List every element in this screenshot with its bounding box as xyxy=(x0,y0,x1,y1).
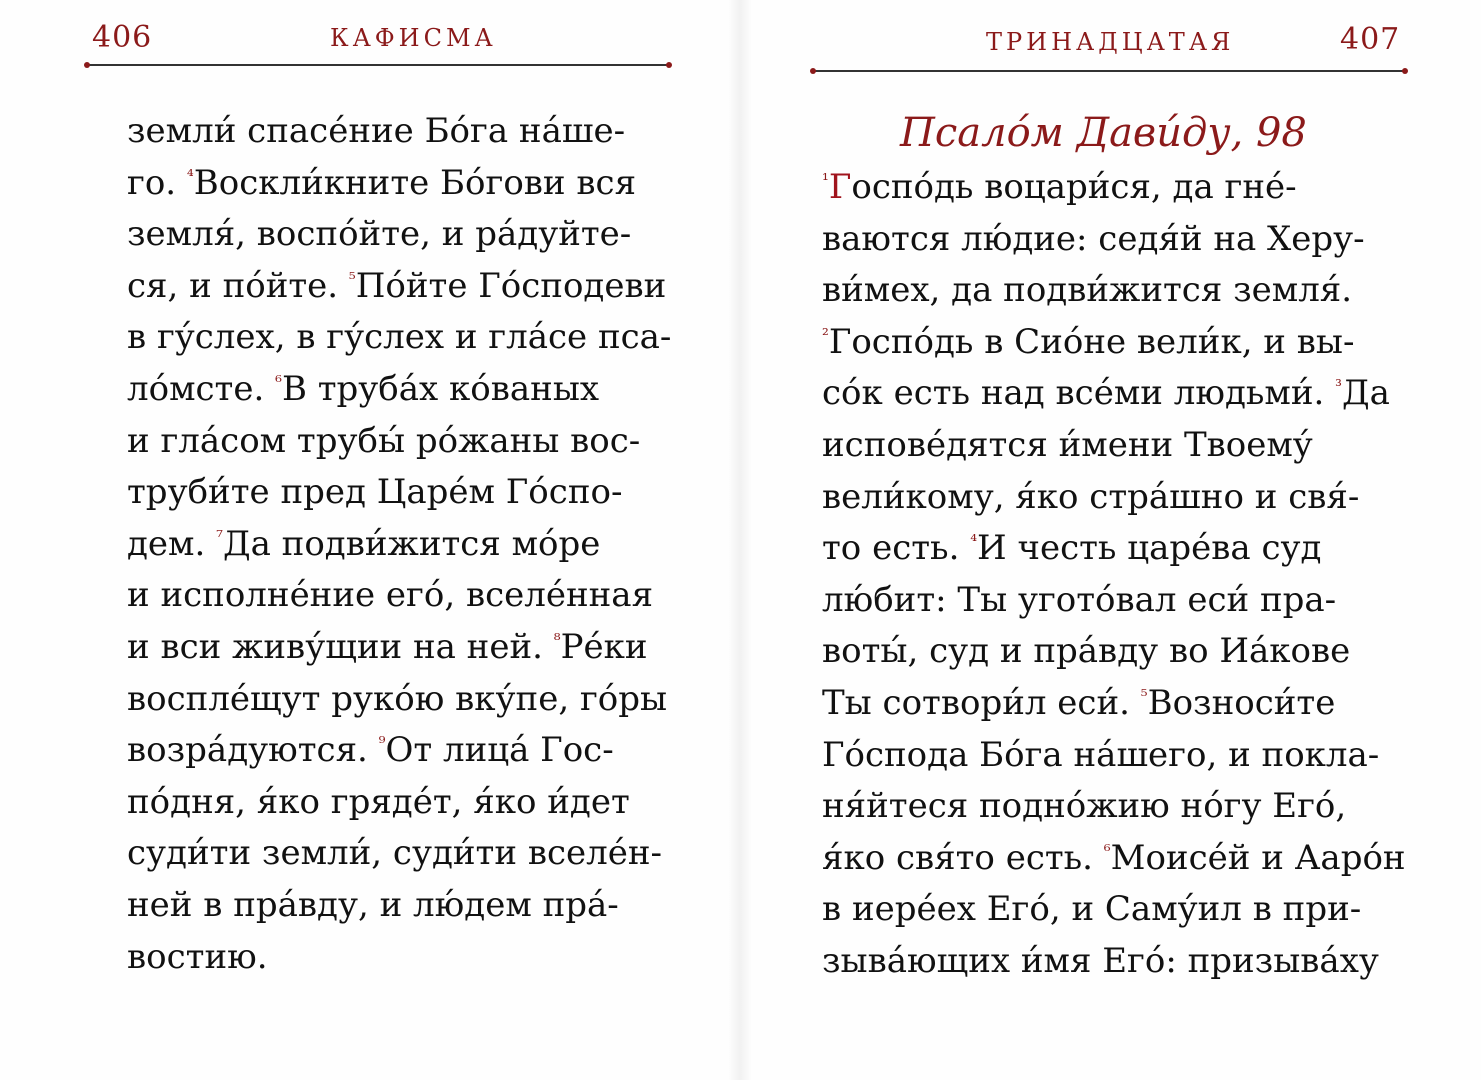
text-line: то есть. $^{^4}$И честь царе́ва суд xyxy=(822,528,1322,569)
text-line: ней в пра́вду, и лю́дем пра́- xyxy=(127,884,619,925)
verse-number: ² xyxy=(822,325,829,346)
left-page-text xyxy=(127,106,671,983)
verse-number: ⁹ xyxy=(378,733,386,754)
text-line: испове́дятся и́мени Твоему́ xyxy=(822,424,1313,465)
verse-number: ⁵ xyxy=(1140,686,1148,707)
right-page-text xyxy=(822,162,1406,988)
text-line: воты́, суд и пра́вду во Иа́кове xyxy=(822,631,1351,672)
right-running-head: ТРИНАДЦАТАЯ xyxy=(986,28,1235,56)
text-line: Го́спода Бо́га на́шего, и покла- xyxy=(822,734,1380,775)
verse-number: ⁴ xyxy=(970,531,978,552)
text-line: возра́дуются. $^{^9}$От лица́ Гос- xyxy=(127,730,614,771)
right-header-rule xyxy=(814,70,1404,72)
text-line: со́к есть над все́ми людьми́. $^{^3}$Да xyxy=(822,373,1390,414)
text-line: Ты сотвори́л еси́. $^{^5}$Возноси́те xyxy=(822,682,1336,723)
text-line: и гла́сом трубы́ ро́жаны вос- xyxy=(127,420,641,461)
text-line: земли́ спасе́ние Бо́га на́ше- xyxy=(127,111,626,151)
text-line: го. $^{^4}$Воскли́кните Бо́гови вся xyxy=(127,162,637,203)
text-line: ви́мех, да подви́жится земля́. xyxy=(822,270,1353,311)
verse-number: ⁸ xyxy=(553,630,561,651)
text-line: $^{^2}$Госпо́дь в Сио́не вели́к, и вы- xyxy=(822,321,1355,362)
text-line: я́ко свя́то есть. $^{^6}$Моисе́й и Ааро́н xyxy=(822,837,1406,878)
text-line: труби́те пред Царе́м Го́спо- xyxy=(127,472,623,513)
text-line: ня́йтеся подно́жию но́гу Его́, xyxy=(822,786,1347,827)
text-line: воспле́щут руко́ю вку́пе, го́ры xyxy=(127,678,668,719)
verse-number: ⁶ xyxy=(275,372,282,393)
text-line: ло́мсте. $^{^6}$В труба́х ко́ваных xyxy=(127,368,600,409)
rubric-initial: Г xyxy=(828,167,852,207)
verse-number: ⁶ xyxy=(1103,841,1111,862)
verse-number: ⁷ xyxy=(216,527,223,548)
text-line: зыва́ющих и́мя Его́: призыва́ху xyxy=(822,940,1379,981)
text-line: и вси живу́щии на ней. $^{^8}$Ре́ки xyxy=(127,626,648,667)
text-line: $^{^1}$Госпо́дь воцари́ся, да гне́- xyxy=(822,167,1297,207)
verse-number: ¹ xyxy=(822,170,829,191)
text-line: суди́ти земли́, суди́ти вселе́н- xyxy=(127,833,663,874)
text-line: вели́кому, я́ко стра́шно и свя́- xyxy=(822,476,1360,517)
verse-number: ³ xyxy=(1335,377,1342,398)
text-line: в гу́слех, в гу́слех и гла́се пса- xyxy=(127,317,672,358)
text-line: ваются лю́дие: седя́й на Херу- xyxy=(822,218,1365,259)
text-line: земля́, воспо́йте, и ра́дуйте- xyxy=(127,214,632,255)
left-running-head: КАФИСМА xyxy=(330,24,497,52)
left-page xyxy=(0,0,740,1080)
text-line: дем. $^{^7}$Да подви́жится мо́ре xyxy=(127,523,601,564)
text-line: востию. xyxy=(127,936,268,977)
text-line: ся, и по́йте. $^{^5}$По́йте Го́сподеви xyxy=(127,265,667,306)
left-page-number: 406 xyxy=(92,20,153,55)
left-header-rule xyxy=(88,64,668,66)
verse-number: ⁵ xyxy=(348,269,356,290)
psalm-title: Псало́м Дави́ду, 98 xyxy=(900,110,1307,156)
text-line: и исполне́ние его́, вселе́нная xyxy=(127,575,654,616)
text-line: по́дня, я́ко гряде́т, я́ко и́дет xyxy=(127,781,630,822)
verse-number: ⁴ xyxy=(186,166,194,187)
text-line: лю́бит: Ты угото́вал еси́ пра- xyxy=(822,579,1337,620)
text-line: в иере́ех Его́, и Саму́ил в при- xyxy=(822,889,1362,930)
right-page-number: 407 xyxy=(1340,22,1401,57)
